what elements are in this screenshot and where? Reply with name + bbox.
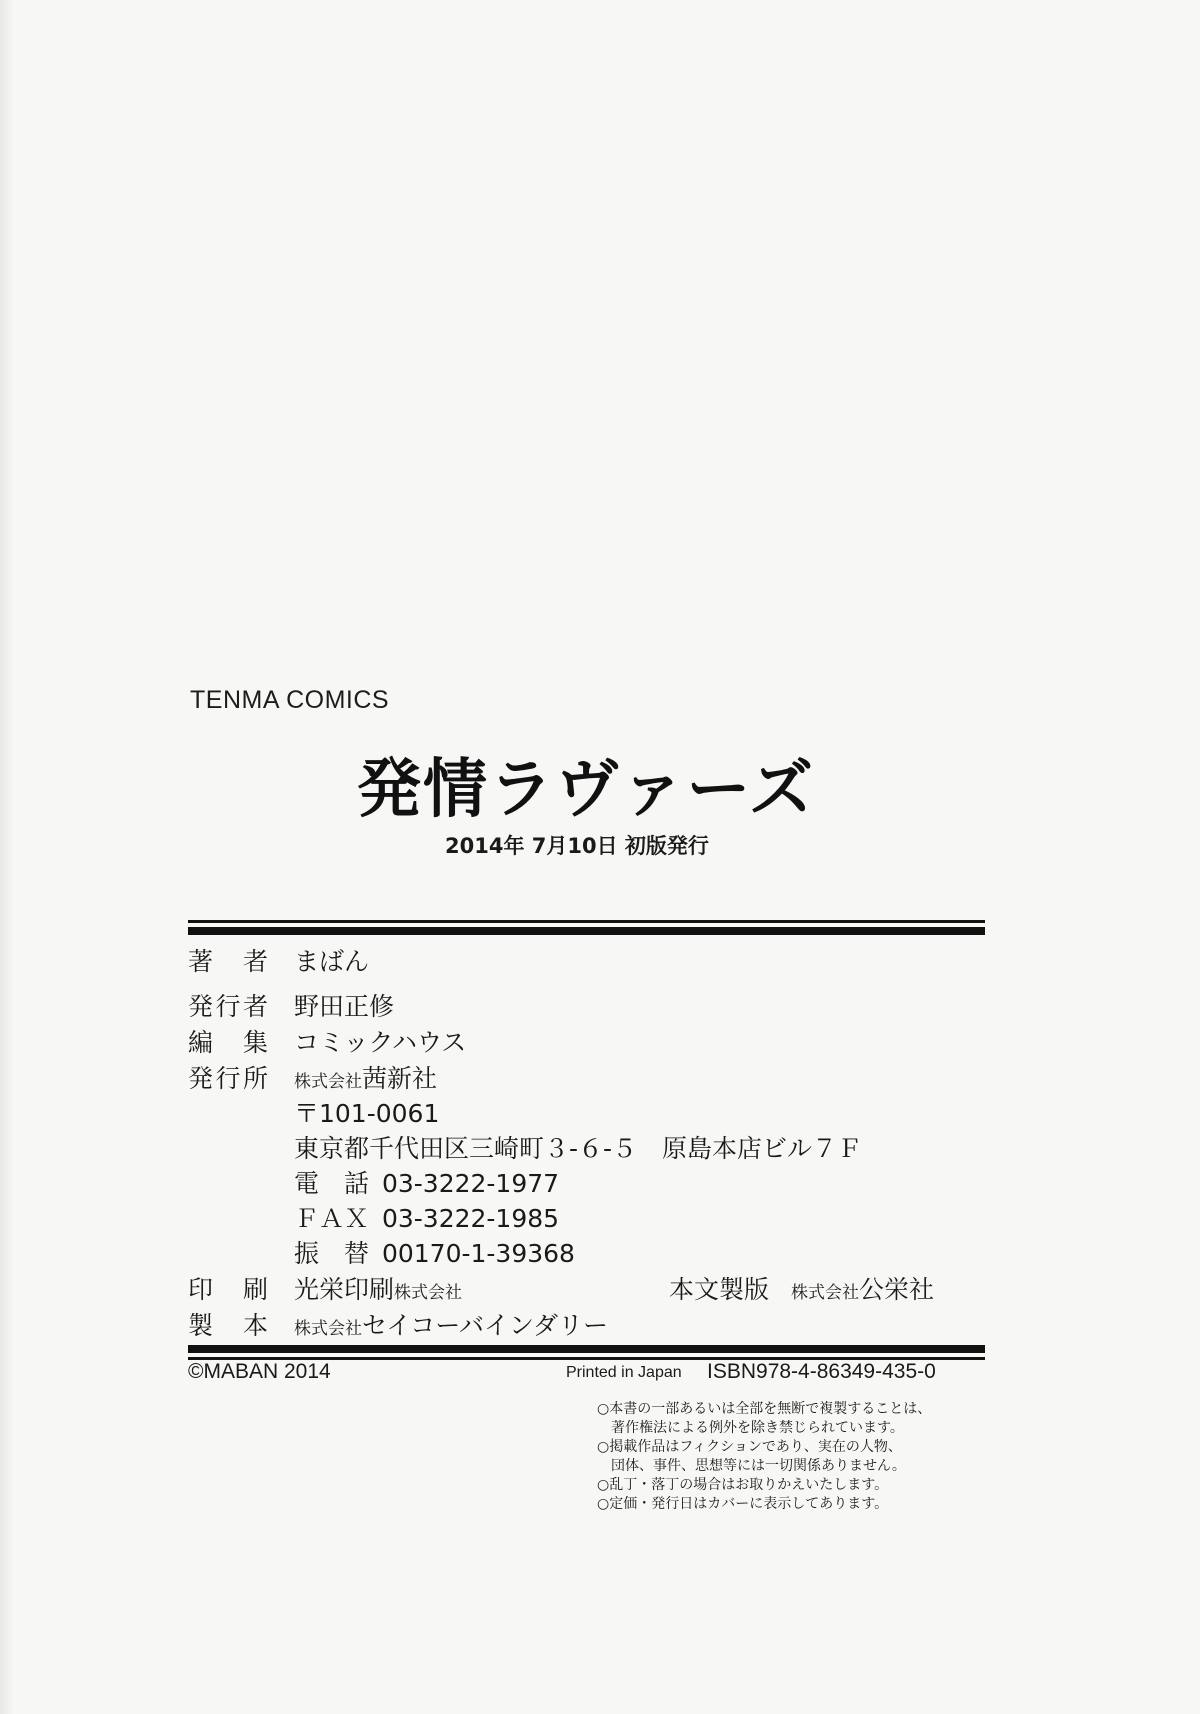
editor-name: コミックハウス — [294, 1028, 467, 1057]
fax-label: ＦＡＸ — [294, 1204, 370, 1233]
author-name: まばん — [294, 947, 370, 976]
publisher-person-name: 野田正修 — [294, 992, 395, 1021]
legal-note-line: 団体、事件、思想等には一切関係ありません。 — [597, 1458, 906, 1474]
legal-note-line: ○定価・発行日はカバーに表示してあります。 — [597, 1496, 889, 1512]
series-label: TENMA COMICS — [190, 686, 390, 714]
top-rule-thick — [188, 927, 985, 935]
legal-notes — [597, 1400, 931, 1514]
credit-label-editor: 編 集 — [188, 1028, 268, 1057]
isbn: ISBN978-4-86349-435-0 — [707, 1360, 936, 1383]
bottom-rule-thick — [188, 1345, 985, 1353]
printed-in: Printed in Japan — [566, 1364, 682, 1381]
copyright: ©MABAN 2014 — [188, 1360, 331, 1383]
publisher-company — [294, 1059, 437, 1095]
printing-company-name: 光栄印刷 — [294, 1275, 395, 1304]
binding-company-prefix: 株式会社 — [294, 1319, 362, 1339]
fax-number: 03-3222-1985 — [381, 1204, 560, 1233]
binding-company — [294, 1306, 608, 1342]
legal-note-line: ○掲載作品はフィクションであり、実在の人物、 — [597, 1439, 902, 1455]
plate-making — [669, 1270, 934, 1306]
credit-label-author: 著 者 — [188, 947, 268, 976]
printing-company-suffix: 株式会社 — [394, 1283, 463, 1303]
publisher-postal: 〒101-0061 — [294, 1099, 440, 1128]
legal-note-line: ○本書の一部あるいは全部を無断で複製することは、 — [597, 1401, 932, 1417]
binding-company-name: セイコーバインダリー — [362, 1311, 609, 1340]
publisher-company-prefix: 株式会社 — [294, 1072, 362, 1092]
legal-note-line: 著作権法による例外を除き禁じられています。 — [597, 1420, 904, 1436]
legal-note-line: ○乱丁・落丁の場合はお取りかえいたします。 — [597, 1477, 889, 1493]
credit-row-printing — [188, 1270, 988, 1304]
credit-label-publisher: 発 行 所 — [188, 1064, 268, 1093]
credit-label-publisher-person: 発 行 者 — [188, 992, 268, 1021]
credit-label-printing: 印 刷 — [188, 1275, 268, 1304]
plate-company-name: 公栄社 — [858, 1275, 934, 1304]
publication-date: 2014年 7月10日 初版発行 — [445, 834, 709, 858]
transfer-number: 00170-1-39368 — [381, 1239, 575, 1268]
plate-label: 本文製版 — [669, 1275, 770, 1304]
top-rule-thin — [188, 920, 985, 923]
printing-company — [294, 1270, 462, 1306]
publisher-company-name: 茜新社 — [362, 1064, 438, 1093]
transfer-label: 振 替 — [294, 1239, 370, 1268]
credit-label-binding: 製 本 — [188, 1311, 268, 1340]
book-title: 発情ラヴァーズ — [357, 753, 816, 827]
phone-number: 03-3222-1977 — [381, 1169, 560, 1198]
publisher-address: 東京都千代田区三崎町３-６-５ 原島本店ビル７Ｆ — [294, 1134, 863, 1163]
plate-company-prefix: 株式会社 — [790, 1283, 859, 1303]
phone-label: 電 話 — [294, 1169, 370, 1198]
